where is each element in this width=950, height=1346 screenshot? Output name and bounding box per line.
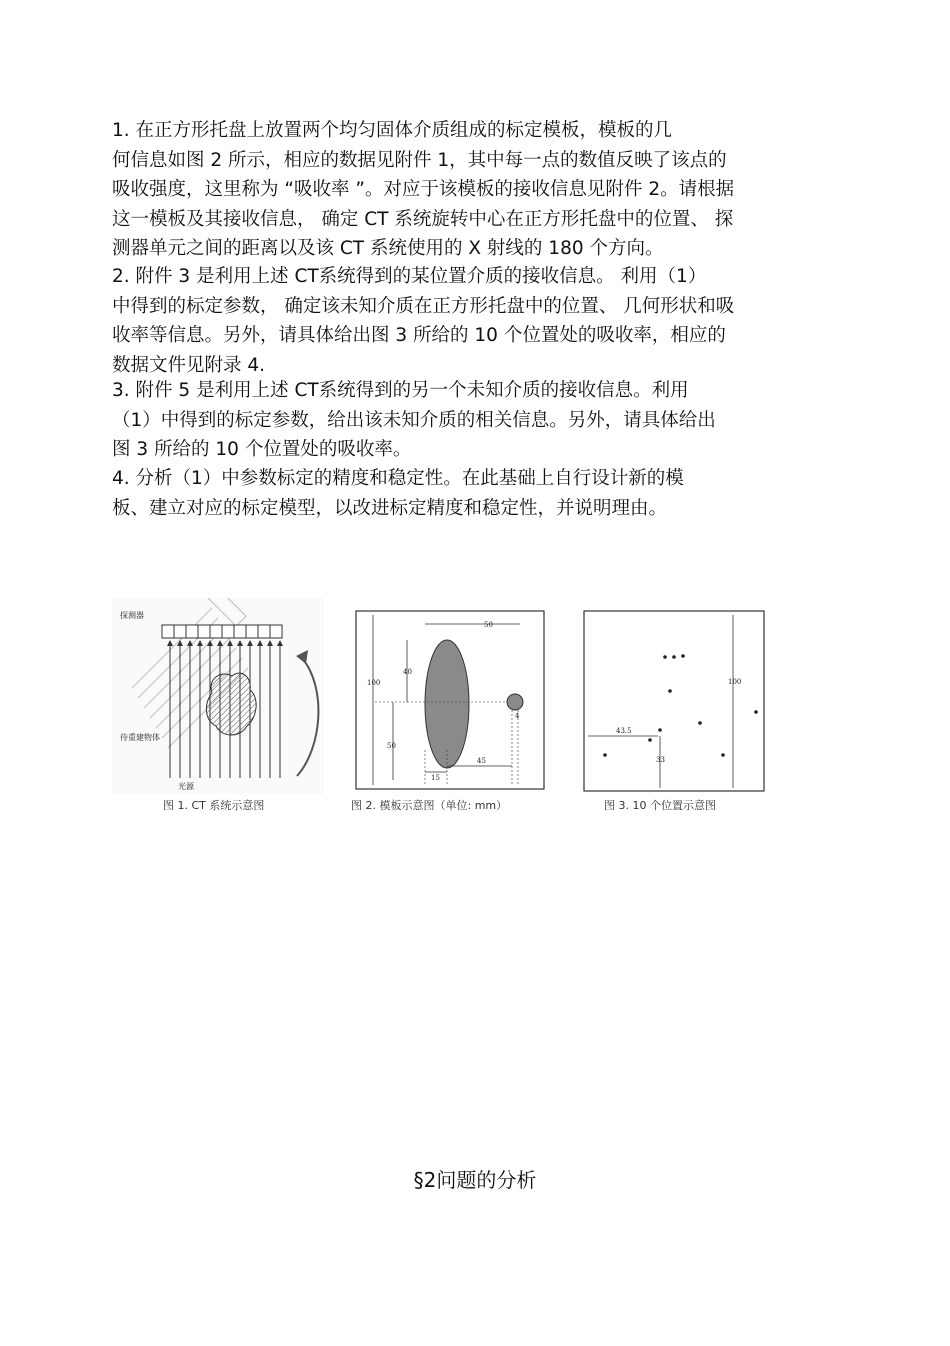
- text-line: 板、建立对应的标定模型，以改进标定精度和稳定性，并说明理由。: [112, 497, 668, 519]
- ellipse-medium: [425, 640, 469, 768]
- figure-3-caption: 图 3. 10 个位置示意图: [604, 799, 716, 812]
- figure-2-template: [355, 610, 545, 790]
- paragraph-1: [112, 116, 840, 264]
- circle-medium: [507, 694, 523, 710]
- text-line: 3. 附件 5 是利用上述 CT系统得到的另一个未知介质的接收信息。利用: [112, 380, 689, 401]
- text-line: 图 3 所给的 10 个位置处的吸收率。: [112, 439, 412, 460]
- detector-array: [162, 625, 282, 638]
- label-detector: 探测器: [120, 611, 144, 620]
- position-point: [698, 721, 702, 725]
- dim-50-left: 50: [387, 742, 396, 750]
- text-line: 2. 附件 3 是利用上述 CT系统得到的某位置介质的接收信息。 利用（1）: [112, 266, 707, 287]
- paragraph-4: [112, 464, 840, 523]
- paragraph-2: [112, 262, 840, 380]
- label-source: 光源: [178, 782, 194, 791]
- dim-100: 100: [728, 678, 742, 686]
- text-line: 数据文件见附录 4.: [112, 354, 266, 376]
- dim-15: 15: [431, 774, 440, 782]
- paragraph-3: [112, 376, 840, 465]
- text-line: 测器单元之间的距离以及该 CT 系统使用的 X 射线的 180 个方向。: [112, 238, 664, 259]
- section-title: §2问题的分析: [413, 1168, 537, 1192]
- dim-43-5: 43.5: [616, 727, 632, 735]
- figure-3-positions: [583, 610, 765, 792]
- label-object: 待重建物体: [120, 733, 160, 742]
- position-point: [648, 738, 652, 742]
- dim-4: 4: [515, 712, 520, 720]
- dim-40: 40: [403, 668, 412, 676]
- text-line: 1. 在正方形托盘上放置两个均匀固体介质组成的标定模板，模板的几: [112, 120, 673, 141]
- text-line: 吸收强度，这里称为 “吸收率 ”。对应于该模板的接收信息见附件 2。请根据: [112, 179, 735, 200]
- text-line: （1）中得到的标定参数，给出该未知介质的相关信息。另外，请具体给出: [112, 409, 716, 431]
- dim-50-top: 50: [484, 621, 493, 629]
- text-line: 这一模板及其接收信息， 确定 CT 系统旋转中心在正方形托盘中的位置、 探: [112, 208, 734, 230]
- text-line: 何信息如图 2 所示，相应的数据见附件 1，其中每一点的数值反映了该点的: [112, 149, 727, 171]
- position-point: [668, 689, 672, 693]
- text-line: 4. 分析（1）中参数标定的精度和稳定性。在此基础上自行设计新的模: [112, 468, 684, 489]
- dim-100: 100: [367, 679, 381, 687]
- dim-33: 33: [656, 756, 665, 764]
- position-point: [603, 753, 607, 757]
- text-line: 中得到的标定参数， 确定该未知介质在正方形托盘中的位置、 几何形状和吸: [112, 295, 735, 317]
- figure-1-svg: [112, 598, 324, 794]
- figure-2-caption: 图 2. 模板示意图（单位: mm）: [351, 799, 508, 812]
- text-line: 收率等信息。另外，请具体给出图 3 所给的 10 个位置处的吸收率，相应的: [112, 325, 726, 346]
- position-point: [721, 753, 725, 757]
- figure-1-caption: 图 1. CT 系统示意图: [163, 799, 265, 812]
- figure-1-ct-system: [112, 598, 324, 794]
- figure-3-svg: [583, 610, 765, 792]
- dim-45: 45: [477, 757, 486, 765]
- figure-2-svg: [355, 610, 545, 790]
- tray-square: [584, 611, 764, 791]
- position-point: [663, 655, 667, 659]
- position-point: [658, 728, 662, 732]
- position-point: [672, 655, 676, 659]
- position-point: [754, 710, 758, 714]
- position-point: [681, 654, 685, 658]
